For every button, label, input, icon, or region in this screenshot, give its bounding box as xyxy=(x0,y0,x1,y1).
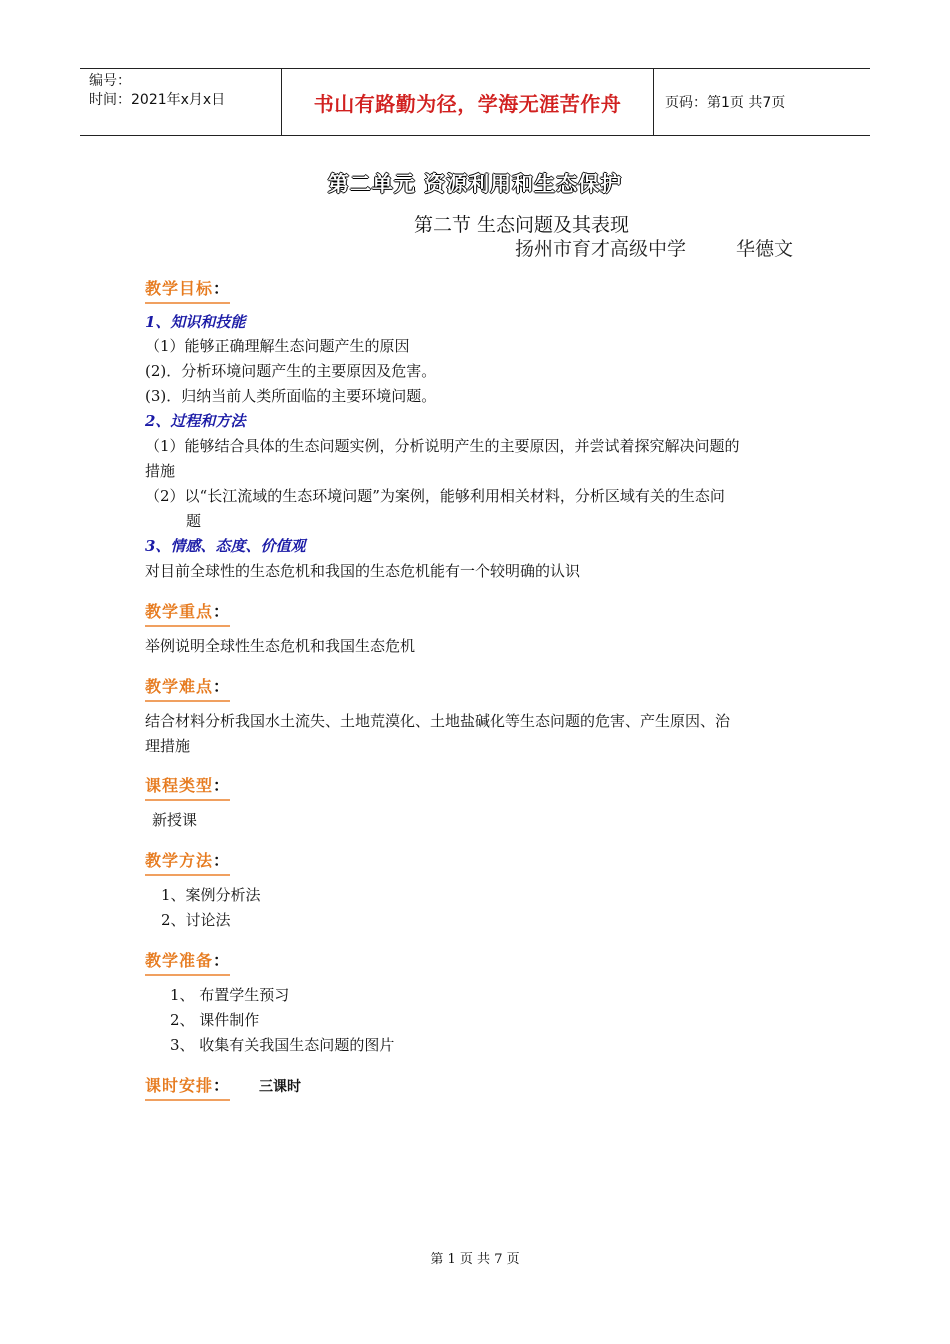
attitude-item: 对目前全球性的生态危机和我国的生态危机能有一个较明确的认识 xyxy=(145,562,581,580)
code-label: 编号： xyxy=(89,73,131,89)
methods-heading: 教学方法： xyxy=(145,848,230,876)
process-item-2: （2）以“长江流域的生态环境问题”为案例，能够利用相关材料，分析区域有关的生态问 xyxy=(145,487,725,505)
preparation-item-2: 2、 课件制作 xyxy=(170,1011,260,1029)
process-item-2-cont: 题 xyxy=(186,512,202,530)
section-title: 第二节 生态问题及其表现 xyxy=(414,214,630,236)
preparation-heading: 教学准备： xyxy=(145,948,230,976)
knowledge-item-3: (3)．归纳当前人类所面临的主要环境问题。 xyxy=(145,387,437,405)
method-item-1: 1、案例分析法 xyxy=(161,886,261,904)
header-meta-cell xyxy=(80,69,281,135)
schedule-heading: 课时安排： xyxy=(145,1073,230,1101)
school-name: 扬州市育才高级中学 xyxy=(515,238,687,260)
process-item-1-cont: 措施 xyxy=(145,462,176,480)
key-points-text: 举例说明全球性生态危机和我国生态危机 xyxy=(145,637,416,655)
process-item-1: （1）能够结合具体的生态问题实例，分析说明产生的主要原因，并尝试着探究解决问题的 xyxy=(145,437,740,455)
author-name: 华德文 xyxy=(736,238,794,260)
course-type-text: 新授课 xyxy=(152,811,198,829)
attitude-subheading: 3、情感、态度、价值观 xyxy=(145,537,306,555)
difficulties-line-1: 结合材料分析我国水土流失、土地荒漠化、土地盐碱化等生态问题的危害、产生原因、治 xyxy=(145,712,731,730)
objectives-heading: 教学目标： xyxy=(145,276,230,304)
page-footer: 第 1 页 共 7 页 xyxy=(430,1252,520,1267)
knowledge-item-2: (2)．分析环境问题产生的主要原因及危害。 xyxy=(145,362,437,380)
course-type-heading: 课程类型： xyxy=(145,773,230,801)
process-subheading: 2、过程和方法 xyxy=(145,412,246,430)
preparation-item-1: 1、 布置学生预习 xyxy=(170,986,290,1004)
method-item-2: 2、讨论法 xyxy=(161,911,231,929)
page-info: 页码：第1页 共7页 xyxy=(665,95,786,111)
motto: 书山有路勤为径，学海无涯苦作舟 xyxy=(281,69,654,135)
preparation-item-3: 3、 收集有关我国生态问题的图片 xyxy=(170,1036,395,1054)
schedule-text: 三课时 xyxy=(259,1079,301,1095)
author-line xyxy=(515,234,793,261)
difficulties-line-2: 理措施 xyxy=(145,737,191,755)
knowledge-subheading: 1、知识和技能 xyxy=(145,313,246,331)
date-label: 时间：2021年x月x日 xyxy=(89,92,226,108)
unit-title: 第二单元 资源利用和生态保护 xyxy=(327,172,623,196)
key-points-heading: 教学重点： xyxy=(145,599,230,627)
difficulties-heading: 教学难点： xyxy=(145,674,230,702)
document-header xyxy=(80,68,870,136)
knowledge-item-1: （1）能够正确理解生态问题产生的原因 xyxy=(145,337,410,355)
